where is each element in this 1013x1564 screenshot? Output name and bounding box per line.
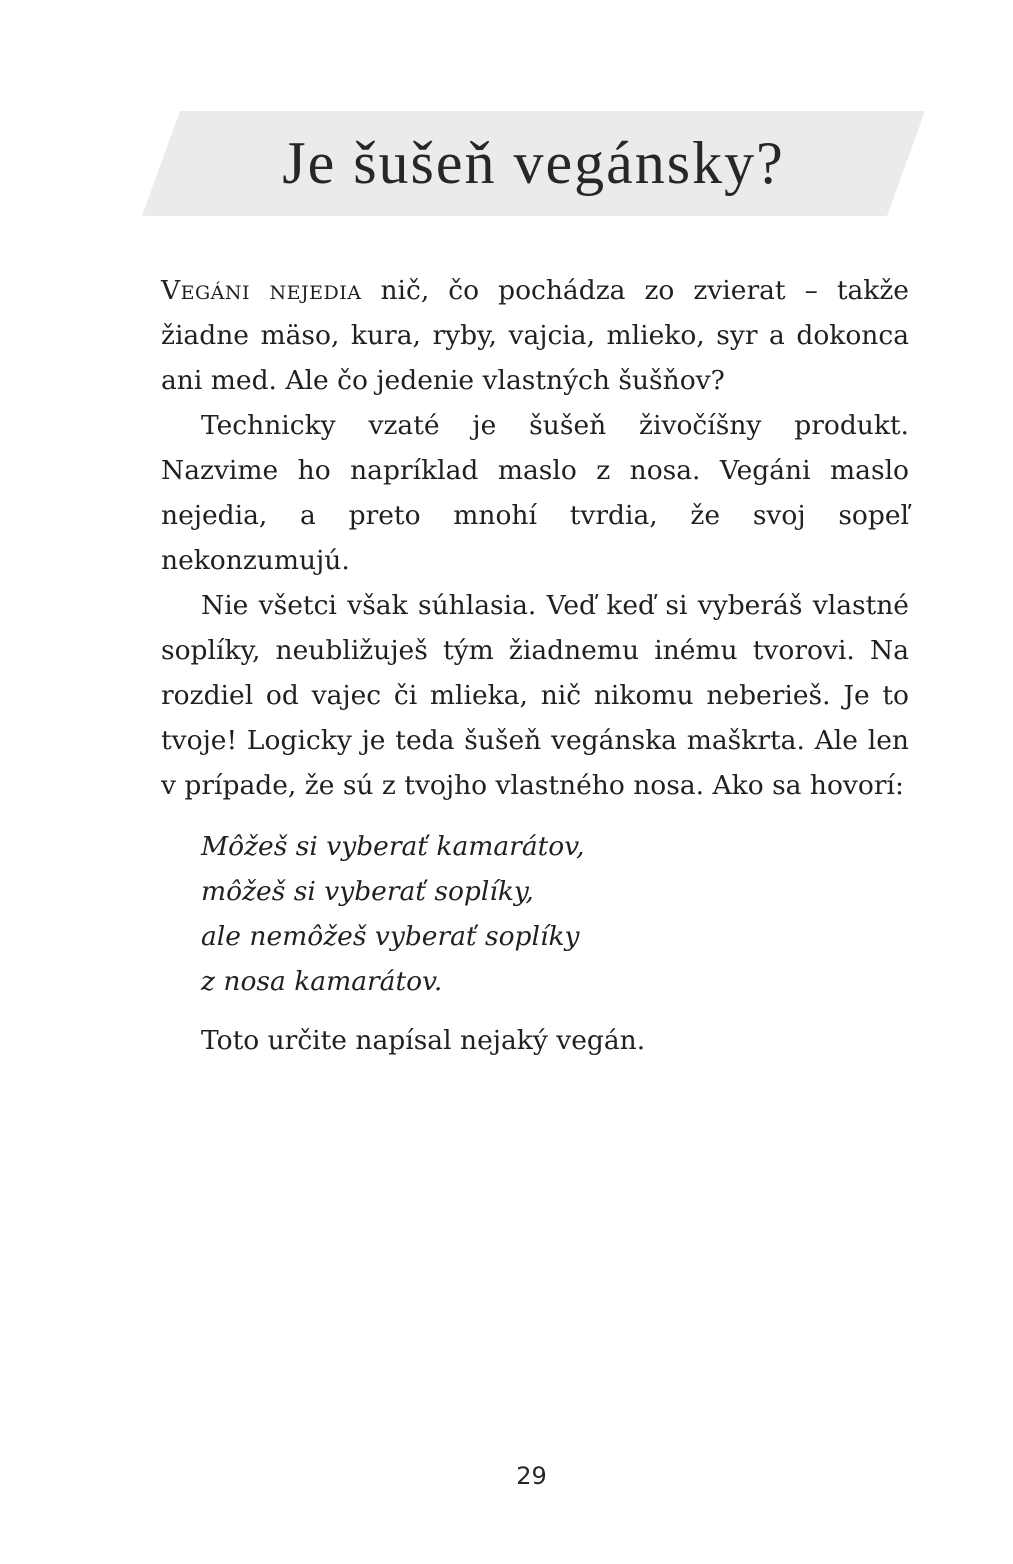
paragraph-1-text: nič, čo pochádza zo zvierat – takže žiadne mäso, kura, ryby, vajcia, mlieko, syr a dokonca ani med. Ale čo jedenie vlastných šušňov? [161,275,909,396]
verse-line: Môžeš si vyberať kamarátov, [201,831,585,862]
verse-line: ale nemôžeš vyberať soplíky [201,921,580,952]
body-text [161,268,909,1063]
verse-quote [201,824,909,1004]
paragraph-3: Nie všetci však súhlasia. Veď keď si vyberáš vlastné soplíky, neubližuješ tým žiadnemu inému tvorovi. Na rozdiel od vajec či mlieka, nič nikomu neberieš. Je to tvoje! Logicky je teda šušeň vegánska maškrta. Ale len v prípade, že sú z tvojho vlastného nosa. Ako sa hovorí: [161,590,909,801]
closing-line: Toto určite napísal nejaký vegán. [201,1025,646,1056]
page-title: Je šušeň vegánsky? [282,130,785,196]
verse-line: z nosa kamarátov. [201,966,443,997]
lead-in: Vegáni nejedia [161,275,362,306]
verse-line: môžeš si vyberať soplíky, [201,876,534,907]
page-number: 29 [516,1462,547,1490]
paragraph-1 [161,268,909,403]
paragraph-2: Technicky vzaté je šušeň živočíšny produkt. Nazvime ho napríklad maslo z nosa. Vegáni maslo nejedia, a preto mnohí tvrdia, že svoj sopeľ nekonzumujú. [161,410,909,576]
